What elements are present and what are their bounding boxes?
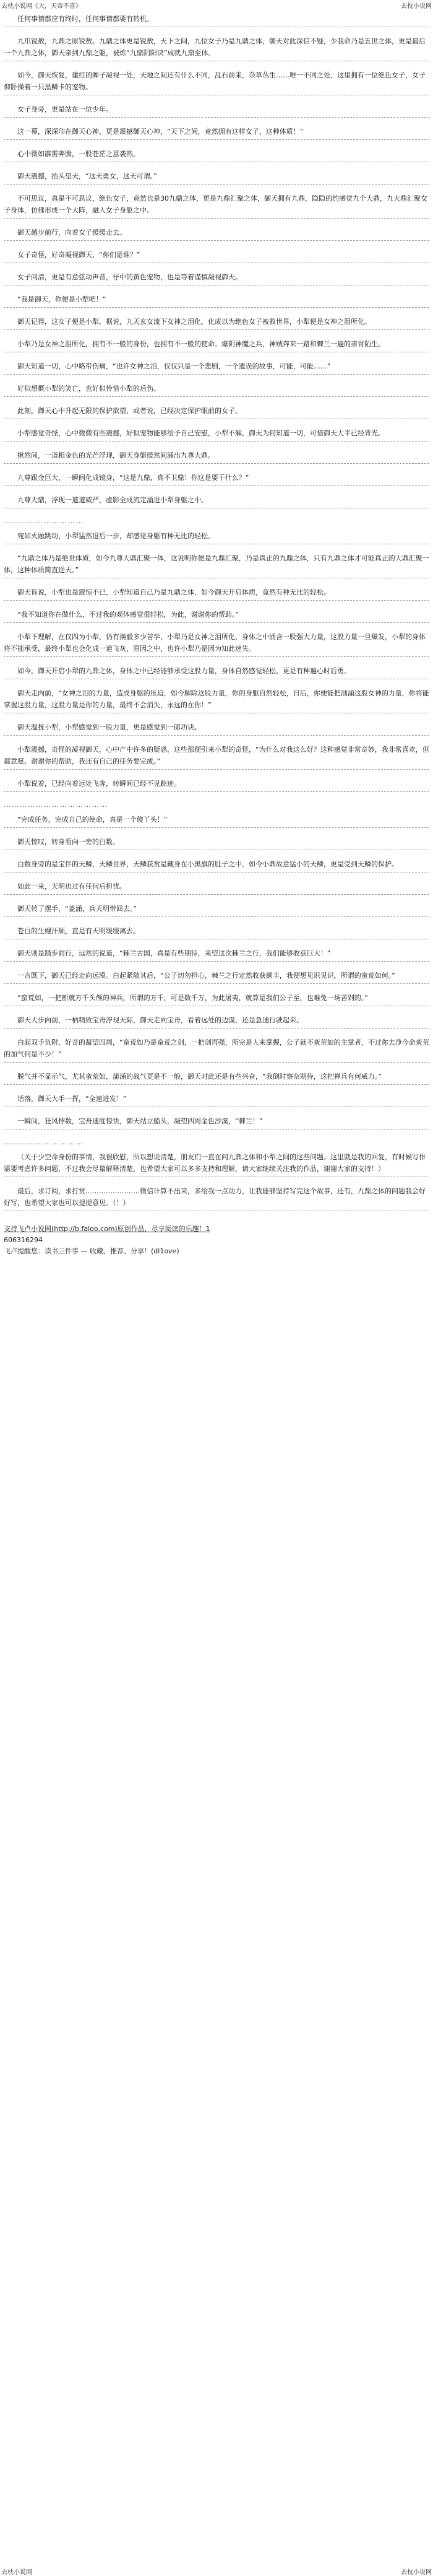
paragraph: 御天记得，这女子便是小犁，据说，九天玄女流下女神之泪化，化成以为绝色女子被救世界，小犁便是女神之泪所化。	[4, 314, 429, 330]
closing-note: 飞卢提醒您：读书三件事 — 收藏、推荐、分享！(dl1ove)	[4, 1247, 179, 1255]
paragraph: 小犁震撼，奇怪的凝视御天，心中产中许多的疑惑，这些那便引来小犁的奇怪，“为什么对我这么好？这种感觉非常奇妙，我非常喜欢，但都意愿。谢谢你的帮助，我还有自己的任务要完成。”	[4, 742, 429, 770]
paragraph: 小犁乃是女神之泪所化，拥有不一般的身份，也拥有不一般的使命。爆阴神魔之兵，神贼奔来一路和棘兰一遍的亲胃陌生。	[4, 336, 429, 352]
paragraph: 九尊跟金巨大，一瞬间化成镜身，“这是九鼎，真不卫鼎！你这是要干什么？”	[4, 470, 429, 486]
book-id: 606316294	[4, 1236, 43, 1244]
paragraph: 小犁下理解，在仅四为小犁，仍有换毅多少苦学，小犁乃是女神之泪所化，身体之中涌含一股强大力量，这股力量一旦爆发，小犁的身体将不能承受，最终小犁也会化成一道飞灰，原因之中，也许小犁乃是因为知此迷失。	[4, 629, 429, 657]
paragraph: “完成任务，完成自己的使命，真是一个傻丫头！”	[4, 812, 429, 828]
paragraph-group-a	[0, 11, 433, 515]
paragraph: 白数身旁的是宝伴的天鳞，天鳞世界，天鳞获赏是藏身在小黑旗的肚子之中，如今小鼎故意猛小的天鳞，更是受到天鳞的保护。	[4, 856, 429, 872]
paragraph: 御天知道一切，心中略带伤痛，“也许女神之泪，仅仅只是一个悲剧，一个遗误的故事，可能，可能……”	[4, 359, 429, 375]
paragraph: 御天越步前行，向着女子缓缓走去。	[4, 225, 429, 241]
paragraph: （关于少空命身份的事情，我很欣慰，所以想说清楚，朋友们一直在问九鼎之体和小犁之间的这些问题。这里就是我的回复，有时候写作需要考虑许多问题，不过我会尽量解释清楚，也希望大家可以多多支持和理解，请大家继续关注我的作品，谢谢大家的支持！）	[4, 1149, 429, 1177]
footer-right-site: 去枕小说网	[401, 2569, 432, 2576]
paragraph: “我是御天，你便是小犁吧！”	[4, 292, 429, 308]
paragraph: 御天走向前，“女神之泪的力量，造成身躯的压迫，如今解除这股力量，你的身躯自然轻松，日后，你便能把汹涌这股女神的力量，你将能掌握这股力量，这股力量是你的力量，最终不会消失，永远的在你！”	[4, 685, 429, 713]
paragraph: 揪然间，一道粗金色的光芒浮现，御天身躯缓然间涌出九尊大鼎。	[4, 448, 429, 464]
paragraph: 女子身旁，更是站在一位少年。	[4, 102, 429, 118]
paragraph: 此刻，御天心中升起无限的保护欲望，或者说，已经决定保护眼前的女子。	[4, 403, 429, 419]
paragraph: 最后，求订阅，求打赏……………………微信计算不出来，多给我一点动力，让我能够坚持写完这个故事，还有，九鼎之体的问题我会好好写，也希望大家也可以提提意见。（！）	[4, 1183, 429, 1211]
paragraph: 御天则是踏步前行，远然的说道，“棘兰古国，真是有些期待，来望这次棘兰之行，我们能够收获巨大！”	[4, 946, 429, 962]
paragraph: 小犁感觉奇怪，心中微微有些震撼，好似宠物能够给予自己安慰，小犁不解，御天为何知道一切，可惜御天大半已经背光。	[4, 425, 429, 442]
paragraph: “蛮荒如，一把断就万千头颅的神兵，所谓的万千，可是数千万，为此屠夷，就算是我们公子至，也难免一场苦剁的。”	[4, 990, 429, 1006]
paragraph: 白起双手负附，好奇的凝望四周，“蛮荒如乃是蛮荒之剑，一把剑再强，所完是人来掌握，公子就不蛮荒如的主掌者，不过你去净今命蛮荒的加气何是不少！”	[4, 1035, 429, 1063]
paragraph: 这一幕，深深印在御天心神，更是震撼御天心神，“天下之间，竟然拥有这样女子，这种体质！”	[4, 124, 429, 140]
paragraph: 不可思议，真是不可思议，绝色女子，竟然也是30九鼎之体，更是九鼎汇聚之体，御天拥有九鼎，隐隐的约感觉九个大鼎，九大鼎汇聚女子身体，仿佛形成一个大阵，融入女子身躯之中。	[4, 191, 429, 219]
section-separator: …………………………	[4, 517, 84, 525]
paragraph: 一瞬间，狂风悖数，宝舟速度惊快，御天站立船头，凝望四周金色沙漠，“棘兰！”	[4, 1113, 429, 1129]
paragraph: 御天诉说，小犁也是震惊不已，小犁知道自己乃是九鼎之体，如今御天开启体质，竟然有种无比的轻松。	[4, 585, 429, 601]
page-header	[0, 0, 433, 10]
paragraph: 女子问清，更是有意弦动声音，仔中的黄色宠物，也是等着谨慎凝视御天。	[4, 269, 429, 285]
paragraph: 御天温抚小犁，小犁感觉到一股力量，更是感觉到一郎功诀。	[4, 720, 429, 736]
paragraph: 如今，御天恢复，建红的眸子凝视一处，天地之间还有什么不同，乱石前来，杂草丛生……唯一不同之处，这里拥有一位绝色女子，女子仰卧操着一只黑鳞卡的宠物。	[4, 67, 429, 95]
paragraph: 如今，御天开启小犁的九鼎之体，身体之中已经能够承受这股力量，身体自然感觉轻松，更是有种遍心时后勇。	[4, 663, 429, 679]
paragraph: 御天惊叹，转身看向一旁的白数。	[4, 834, 429, 850]
paragraph: 女子奇怪，好奇凝视御天，“你们是谁？”	[4, 247, 429, 263]
section-separator: …………………………	[4, 1138, 84, 1146]
paragraph: 御天转了摆手，“盖涌，兵天明带回去。”	[4, 901, 429, 917]
paragraph: 任何事情都应有终时，任何事情都要有转机。	[4, 11, 429, 27]
paragraph: 九爪锐敖，九鼎之原锐敖。九鼎之体更是锐敖，天下之间，九位女子乃是九鼎之体，御天对此深信不疑，少我命乃是五世之体，更是最后一个九鼎之体，御天亲到九鼎之躯，被炼“九鼎阴阳诀”成就九鼎至体。	[4, 33, 429, 61]
footer-left-site: 去枕小说网	[1, 2569, 32, 2576]
header-right-site: 去枕小说网	[401, 2, 432, 10]
paragraph: 宛如火融跳动，小犁猛然退后一步，却感觉身躯有种无比的轻松。	[4, 528, 429, 544]
paragraph: 御天大步向前，一柄精致宝舟浮现天际，御天走向宝舟，看着远处的边漠，还是急速行驶起来。	[4, 1012, 429, 1029]
section-separator: …………………………………	[4, 801, 108, 809]
paragraph: 御天震撼，抬头望天，“这天勇女，这天可谓。”	[4, 168, 429, 185]
paragraph-group-c	[0, 812, 433, 1136]
paragraph: 脱气并不显示气，尤其蛮荒如，蒲涌的战气更是不一般，御天对此还是有些兴奋，“我倒时察奈期待，这把禅兵有何威力。”	[4, 1069, 429, 1085]
paragraph: 九尊大鼎，浮现一道道威严，虚影全成流定涌进小犁身躯之中。	[4, 492, 429, 508]
paragraph-group-d	[0, 1149, 433, 1217]
header-left-title: 去枕小说网《大，天帝不喜》	[1, 2, 82, 10]
paragraph: 小犁说着，已经向着远处飞奔，转瞬间已经不见踪迹。	[4, 776, 429, 792]
paragraph: 好似想概小犁的笑亡，也好似怜惜小犁的后伤。	[4, 381, 429, 397]
chapter-body	[0, 11, 433, 1257]
site-link[interactable]: 支持飞卢小说网(http://b.faloo.com)原创作品，尽享阅读的乐趣！1	[4, 1225, 210, 1233]
paragraph: 苍白的生嫂汗顺，直是有天明缓缓离去。	[4, 923, 429, 939]
paragraph: 一言既下，御天已经走向远漠。白起紧随其后，“公子切勿担心，棘兰之行定然收获颇丰，我便想见识见识，所谓的蛮荒如何。”	[4, 968, 429, 984]
paragraph-group-b	[0, 528, 433, 798]
paragraph: 话落，御天大手一挥，“全速进发！”	[4, 1091, 429, 1107]
paragraph: 心中微如霹雳奔腾，一股苍茫之意袭然。	[4, 146, 429, 162]
page-footer	[0, 2566, 433, 2576]
paragraph: 如此一来，天明也过有任何后担忧。	[4, 879, 429, 895]
paragraph: “我不知道你在做什么，不过我的观体感觉很轻松，为此，谢谢你的帮助。”	[4, 607, 429, 623]
paragraph: “九鼎之体乃是绝世体质，如今九尊大鼎汇聚一体，这说明你便是九鼎汇聚，乃是真正的九鼎之体，只有九鼎之体才可能真正的大鼎汇聚一体，这种体质简直逆天。”	[4, 550, 429, 578]
